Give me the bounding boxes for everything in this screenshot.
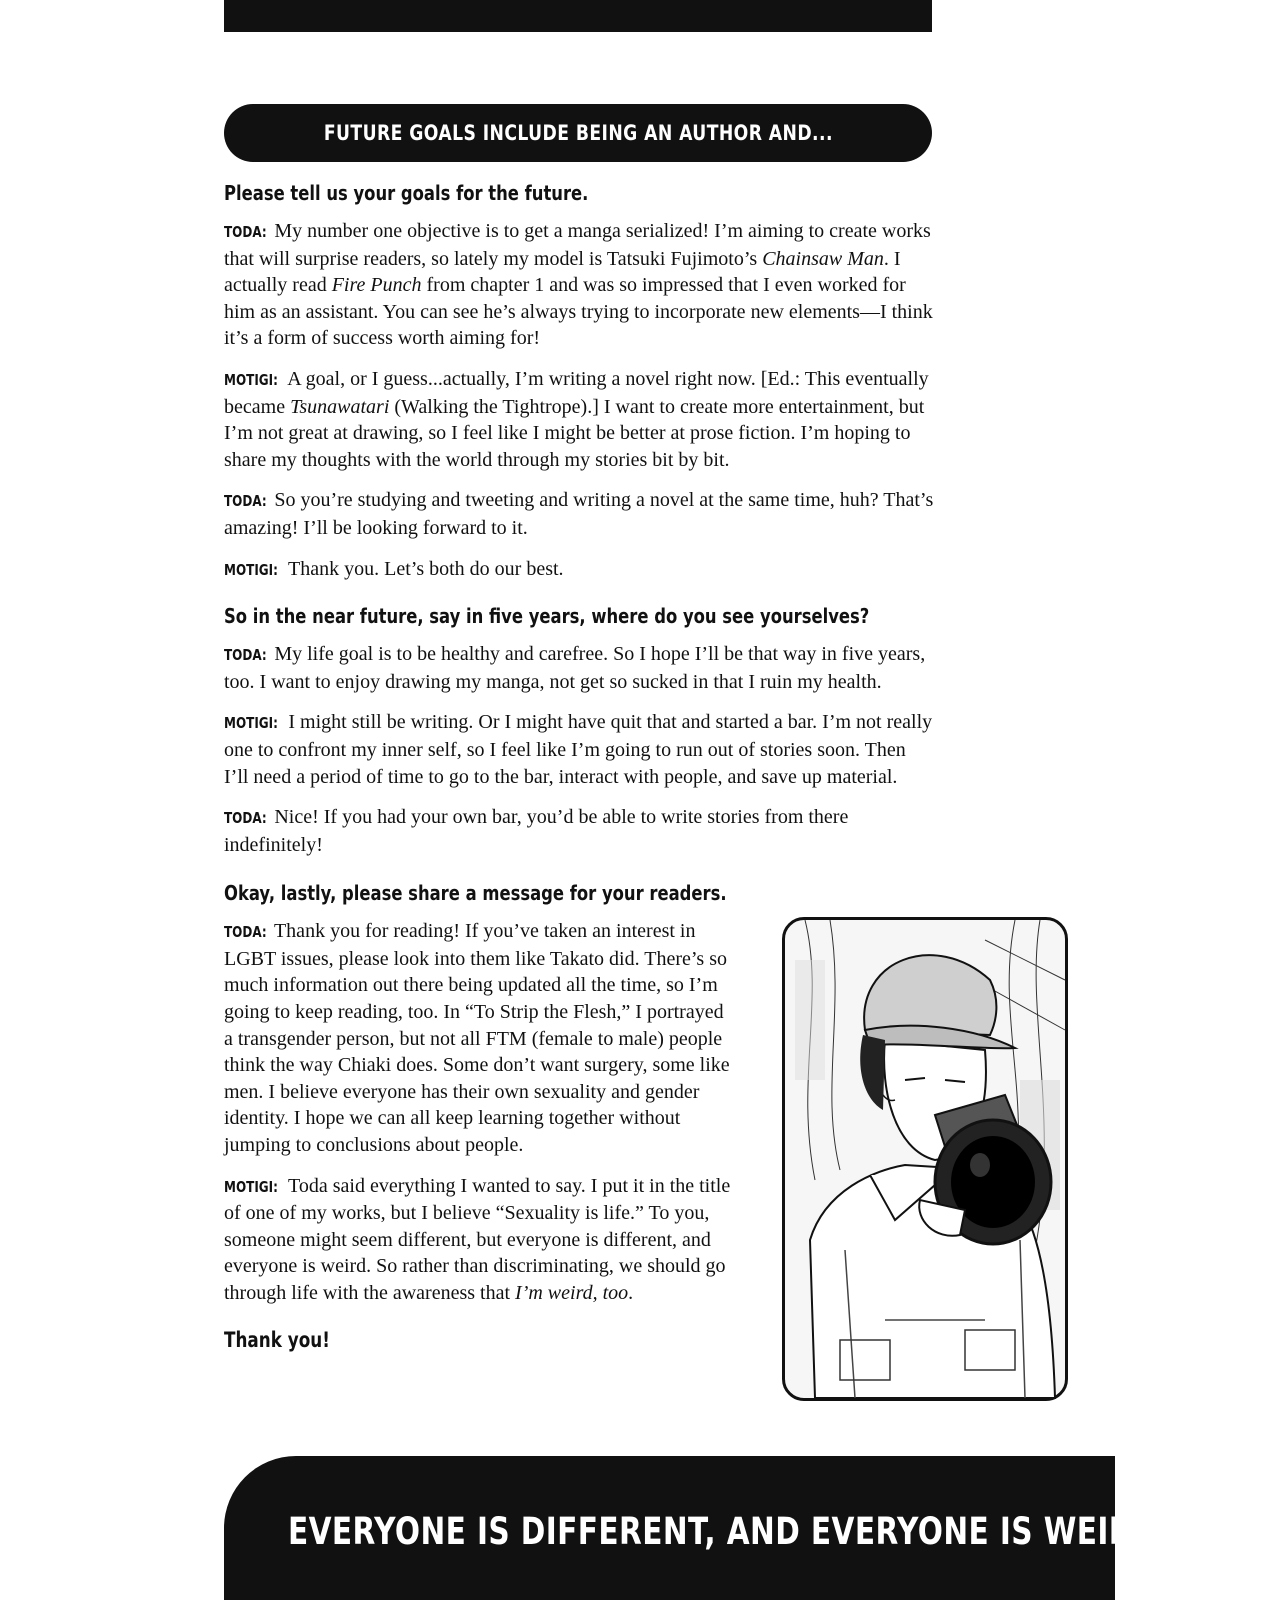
top-black-bar [224, 0, 932, 32]
question-message: Okay, lastly, please share a message for your readers. [224, 881, 727, 906]
answer-toda-bar: TODA: Nice! If you had your own bar, you’d be able to write stories from there indefinitely! [224, 806, 849, 856]
closing-thanks: Thank you! [224, 1327, 330, 1352]
answer-toda-goals: TODA: My number one objective is to get a manga serialized! I’m aiming to create works that will surprise readers, so lately my model is Tatsuki Fujimoto’s Chainsaw Man. I actually read Fire Punch from chapter 1 and was so impressed that I even worked for him as an assistant. You can see he’s always trying to incorporate new elements—I think it’s a form of success worth aiming for! [224, 220, 933, 350]
speaker-label-toda: TODA: [224, 646, 267, 665]
speaker-label-toda: TODA: [224, 923, 267, 942]
answer-motigi-message: MOTIGI: Toda said everything I wanted to say. I put it in the title of one of my works, but I believe “Sexuality is life.” To you, someone might seem different, but everyone is different, and everyone is weird. So rather than discriminating, we should go through life with the awareness that I’m weird, too. [224, 1174, 731, 1304]
speaker-label-toda: TODA: [224, 809, 267, 828]
answer-motigi-five-years: MOTIGI: I might still be writing. Or I might have quit that and started a bar. I’m not really one to confront my inner self, so I feel like I’m going to run out of stories soon. Then I’ll need a period of time to go to the bar, interact with people, and save up material. [224, 711, 933, 788]
answer-toda-message: TODA: Thank you for reading! If you’ve taken an interest in LGBT issues, please look into them like Takato did. There’s so much information out there being updated all the time, so I’m going to keep reading, too. In “To Strip the Flesh,” I portrayed a transgender person, but not all FTM (female to male) people think the way Chiaki does. Some don’t want surgery, some like men. I believe everyone has their own sexuality and gender identity. I hope we can all keep learning together without jumping to conclusions about people. [224, 920, 730, 1157]
answer-toda-five-years: TODA: My life goal is to be healthy and carefree. So I hope I’ll be that way in five years, too. I want to enjoy drawing my manga, not get so sucked in that I ruin my health. [224, 643, 926, 693]
speaker-label-toda: TODA: [224, 492, 267, 511]
speaker-label-motigi: MOTIGI: [224, 714, 278, 733]
speaker-label-motigi: MOTIGI: [224, 370, 278, 389]
answer-toda-novel: TODA: So you’re studying and tweeting and writing a novel at the same time, huh? That’s amazing! I’ll be looking forward to it. [224, 489, 934, 539]
section-title: FUTURE GOALS INCLUDE BEING AN AUTHOR AND... [323, 121, 833, 145]
pull-quote-attribution: —MOTIGI [1178, 1525, 1264, 1549]
bottom-quote-banner [224, 1456, 1264, 1600]
question-goals: Please tell us your goals for the future. [224, 181, 589, 205]
speaker-label-motigi: MOTIGI: [224, 1177, 278, 1196]
photographer-drawing [785, 920, 1065, 1398]
pull-quote [288, 1510, 1264, 1553]
manga-illustration-photographer [782, 917, 1068, 1401]
cap [864, 955, 996, 1035]
question-five-years: So in the near future, say in five years, where do you see yourselves? [224, 604, 870, 629]
answer-motigi-thanks: MOTIGI: Thank you. Let’s both do our best. [224, 556, 934, 584]
section-title-banner [224, 104, 932, 162]
answer-motigi-goals: MOTIGI: A goal, or I guess...actually, I’m writing a novel right now. [Ed.: This eventually became Tsunawatari (Walking the Tightrope).] I want to create more entertainment, but I’m not great at drawing, so I feel like I might be better at prose fiction. I’m hoping to share my thoughts with the world through my stories bit by bit. [224, 367, 929, 471]
speaker-label-motigi: MOTIGI: [224, 560, 278, 579]
speaker-label-toda: TODA: [224, 223, 267, 241]
pull-quote-text: EVERYONE IS DIFFERENT, AND EVERYONE IS WEIRD. [288, 1510, 1169, 1553]
